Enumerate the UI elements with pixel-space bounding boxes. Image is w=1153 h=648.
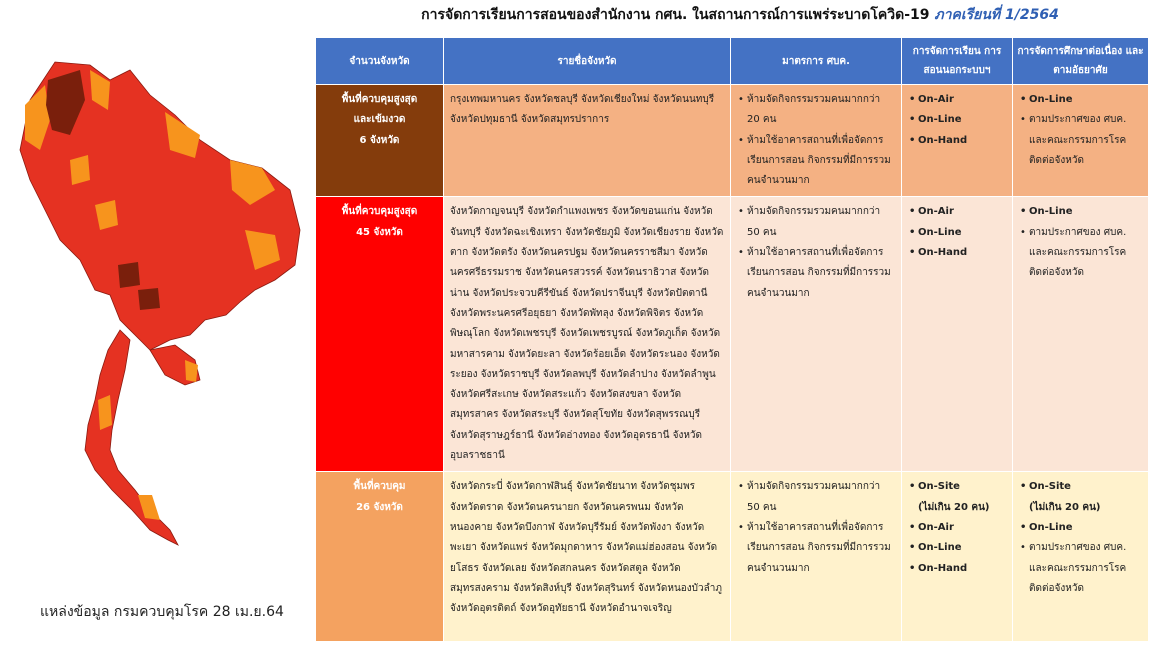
teaching-site-label: • On-Site xyxy=(918,481,960,493)
lifelong-mode: • On-Line xyxy=(1029,202,1142,222)
table-row xyxy=(316,197,1149,472)
measures-cell xyxy=(731,85,902,197)
teaching-mode: • On-Line xyxy=(918,110,1006,130)
header-lifelong: การจัดการศึกษาต่อเนื่อง และตามอัธยาศัย xyxy=(1013,38,1149,85)
provinces-cell: จังหวัดกาญจนบุรี จังหวัดกำแพงเพชร จังหวัดขอนแก่น จังหวัดจันทบุรี จังหวัดฉะเชิงเทรา จังหวัดชัยภูมิ จังหวัดเชียงราย จังหวัดตาก จังหวัดตรัง จังหวัดนครปฐม จังหวัดนครราชสีมา จังหวัดนครศรีธรรมราช จังหวัดนครสวรรค์ จังหวัดนราธิวาส จังหวัดน่าน จังหวัดประจวบคีรีขันธ์ จังหวัดปราจีนบุรี จังหวัดปัตตานี จังหวัดพระนครศรีอยุธยา จังหวัดพัทลุง จังหวัดพิจิตร จังหวัดพิษณุโลก จังหวัดเพชรบุรี จังหวัดเพชรบูรณ์ จังหวัดภูเก็ต จังหวัดมหาสารคาม จังหวัดยะลา จังหวัดร้อยเอ็ด จังหวัดระนอง จังหวัดระยอง จังหวัดราชบุรี จังหวัดลพบุรี จังหวัดลำปาง จังหวัดลำพูน จังหวัดศรีสะเกษ จังหวัดสระแก้ว จังหวัดสงขลา จังหวัดสมุทรสาคร จังหวัดสระบุรี จังหวัดสุโขทัย จังหวัดสุพรรณบุรี จังหวัดสุราษฎร์ธานี จังหวัดอ่างทอง จังหวัดอุดรธานี จังหวัดอุบลราชธานี xyxy=(444,197,731,472)
lifelong-mode: • On-Line xyxy=(1029,518,1142,538)
zone-count: 45 จังหวัด xyxy=(356,226,403,238)
lifelong-cell xyxy=(1013,197,1149,472)
map-zone-control-c2 xyxy=(70,155,90,185)
zone-count: 26 จังหวัด xyxy=(356,501,403,513)
measure-item: • ห้ามจัดกิจกรรมรวมคนมากกว่า 50 คน xyxy=(747,202,895,243)
teaching-mode: • On-Hand xyxy=(918,131,1006,151)
teaching-mode: • On-Line xyxy=(918,538,1006,558)
table-header-row xyxy=(316,38,1149,85)
page-title xyxy=(340,4,1140,26)
map-zone-strict-chonburi xyxy=(138,288,160,310)
title-main: การจัดการเรียนการสอนของสำนักงาน กศน. ในสถานการณ์การแพร่ระบาดโควิด-19 xyxy=(421,7,930,23)
zone-label: พื้นที่ควบคุมสูงสุด xyxy=(341,206,418,218)
teaching-mode: • On-Air xyxy=(918,90,1006,110)
covid-measures-table xyxy=(315,37,1149,642)
lifelong-mode: • On-Line xyxy=(1029,90,1142,110)
measures-cell xyxy=(731,197,902,472)
teaching-site-note: (ไม่เกิน 20 คน) xyxy=(918,501,990,513)
teaching-mode xyxy=(918,477,1006,518)
table-row xyxy=(316,472,1149,642)
lifelong-note: • ตามประกาศของ ศบค. และคณะกรรมการโรคติดต่อจังหวัด xyxy=(1029,538,1142,599)
lifelong-site-note: (ไม่เกิน 20 คน) xyxy=(1029,501,1101,513)
teaching-mode: • On-Air xyxy=(918,202,1006,222)
teaching-cell xyxy=(902,197,1013,472)
zone-cell-max-strict xyxy=(316,85,444,197)
map-zone-control-s1 xyxy=(98,395,112,430)
table-row xyxy=(316,85,1149,197)
measure-item: • ห้ามจัดกิจกรรมรวมคนมากกว่า 50 คน xyxy=(747,477,895,518)
measure-item: • ห้ามจัดกิจกรรมรวมคนมากกว่า 20 คน xyxy=(747,90,895,131)
measure-item: • ห้ามใช้อาคารสถานที่เพื่อจัดการเรียนการสอน กิจกรรมที่มีการรวมคนจำนวนมาก xyxy=(747,131,895,192)
teaching-mode: • On-Hand xyxy=(918,559,1006,579)
lifelong-cell xyxy=(1013,85,1149,197)
lifelong-note: • ตามประกาศของ ศบค. และคณะกรรมการโรคติดต่อจังหวัด xyxy=(1029,223,1142,284)
zone-label: พื้นที่ควบคุม xyxy=(353,481,406,493)
header-provinces-list: รายชื่อจังหวัด xyxy=(444,38,731,85)
teaching-cell xyxy=(902,85,1013,197)
data-source-note: แหล่งข้อมูล กรมควบคุมโรค 28 เม.ย.64 xyxy=(40,604,284,620)
zone-label: และเข้มงวด xyxy=(353,114,406,126)
provinces-cell: จังหวัดกระบี่ จังหวัดกาฬสินธุ์ จังหวัดชัยนาท จังหวัดชุมพร จังหวัดตราด จังหวัดนครนายก จังหวัดนครพนม จังหวัดหนองคาย จังหวัดบึงกาฬ จังหวัดบุรีรัมย์ จังหวัดพังงา จังหวัดพะเยา จังหวัดแพร่ จังหวัดมุกดาหาร จังหวัดแม่ฮ่องสอน จังหวัดยโสธร จังหวัดเลย จังหวัดสกลนคร จังหวัดสตูล จังหวัดสมุทรสงคราม จังหวัดสิงห์บุรี จังหวัดสุรินทร์ จังหวัดหนองบัวลำภู จังหวัดอุตรดิตถ์ จังหวัดอุทัยธานี จังหวัดอำนาจเจริญ xyxy=(444,472,731,642)
zone-cell-max xyxy=(316,197,444,472)
teaching-mode: • On-Hand xyxy=(918,243,1006,263)
lifelong-note: • ตามประกาศของ ศบค. และคณะกรรมการโรคติดต่อจังหวัด xyxy=(1029,110,1142,171)
lifelong-mode xyxy=(1029,477,1142,518)
lifelong-cell xyxy=(1013,472,1149,642)
measure-item: • ห้ามใช้อาคารสถานที่เพื่อจัดการเรียนการสอน กิจกรรมที่มีการรวมคนจำนวนมาก xyxy=(747,243,895,304)
provinces-cell: กรุงเทพมหานคร จังหวัดชลบุรี จังหวัดเชียงใหม่ จังหวัดนนทบุรี จังหวัดปทุมธานี จังหวัดสมุทรปราการ xyxy=(444,85,731,197)
header-teaching: การจัดการเรียน การสอนนอกระบบฯ xyxy=(902,38,1013,85)
title-semester: ภาคเรียนที่ 1/2564 xyxy=(934,7,1059,23)
thailand-risk-map xyxy=(0,40,310,560)
map-zone-strict-bangkok xyxy=(118,262,140,288)
lifelong-site-label: • On-Site xyxy=(1029,481,1071,493)
measures-cell xyxy=(731,472,902,642)
header-provinces-count: จำนวนจังหวัด xyxy=(316,38,444,85)
zone-cell-control xyxy=(316,472,444,642)
measure-item: • ห้ามใช้อาคารสถานที่เพื่อจัดการเรียนการสอน กิจกรรมที่มีการรวมคนจำนวนมาก xyxy=(747,518,895,579)
zone-count: 6 จังหวัด xyxy=(359,134,400,146)
teaching-mode: • On-Air xyxy=(918,518,1006,538)
zone-label: พื้นที่ควบคุมสูงสุด xyxy=(341,94,418,105)
header-measures: มาตรการ ศบค. xyxy=(731,38,902,85)
teaching-mode: • On-Line xyxy=(918,223,1006,243)
teaching-cell xyxy=(902,472,1013,642)
